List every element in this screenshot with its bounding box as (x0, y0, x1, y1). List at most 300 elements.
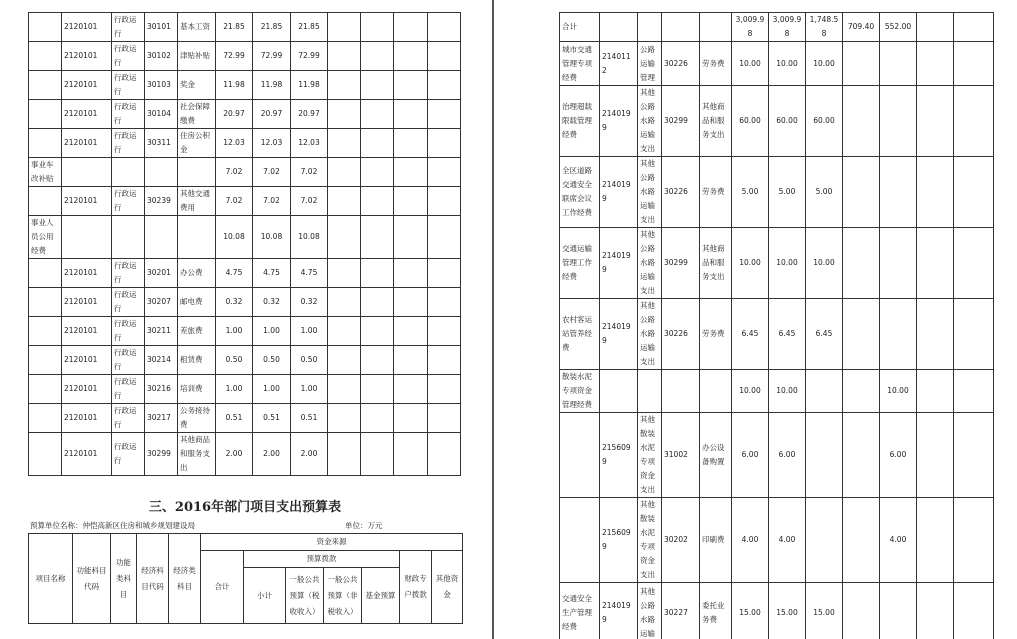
hdr-func-code: 功能科目代码 (73, 534, 111, 624)
table-cell (917, 157, 954, 228)
table-row (29, 433, 461, 476)
table-cell (954, 413, 994, 498)
table-cell: 劳务费 (700, 42, 732, 86)
table-cell: 30299 (662, 86, 700, 157)
table-cell: 4.75 (216, 259, 253, 288)
table-cell: 2140199 (600, 157, 638, 228)
table-cell (29, 375, 62, 404)
table-cell: 公路运输管理 (638, 42, 662, 86)
table-cell: 行政运行 (112, 13, 145, 42)
table-cell (428, 187, 461, 216)
table-cell: 552.00 (880, 13, 917, 42)
table-cell: 其他散装水泥专项资金支出 (638, 413, 662, 498)
table-cell: 2120101 (62, 404, 112, 433)
table-cell: 1.00 (216, 375, 253, 404)
table-row (29, 288, 461, 317)
table-cell: 31002 (662, 413, 700, 498)
table-cell (328, 404, 361, 433)
table-cell (700, 370, 732, 413)
table-cell (394, 404, 428, 433)
table-cell (428, 13, 461, 42)
table-cell (361, 42, 394, 71)
table-cell: 1.00 (291, 317, 328, 346)
table-row (560, 299, 994, 370)
table-cell: 农村客运站管养经费 (560, 299, 600, 370)
table-cell (560, 498, 600, 583)
table-cell (328, 259, 361, 288)
table-cell (29, 288, 62, 317)
table-cell: 1.00 (291, 375, 328, 404)
table-cell (880, 157, 917, 228)
table-cell (394, 187, 428, 216)
table-cell: 2120101 (62, 100, 112, 129)
table-cell (428, 404, 461, 433)
table-cell (394, 259, 428, 288)
table-cell: 劳务费 (700, 157, 732, 228)
table-cell (954, 157, 994, 228)
table-cell (843, 413, 880, 498)
table-cell: 2156099 (600, 498, 638, 583)
table-row (29, 346, 461, 375)
table-cell: 0.51 (291, 404, 328, 433)
table-cell: 2140199 (600, 86, 638, 157)
table-cell (361, 404, 394, 433)
table-cell (29, 259, 62, 288)
table-cell (843, 498, 880, 583)
table-cell: 30101 (145, 13, 178, 42)
table-cell: 60.00 (806, 86, 843, 157)
table-cell (662, 370, 700, 413)
table-cell (843, 86, 880, 157)
table-cell: 30201 (145, 259, 178, 288)
table-cell (917, 583, 954, 639)
table-cell: 邮电费 (178, 288, 216, 317)
table-cell (394, 346, 428, 375)
table-cell: 72.99 (253, 42, 291, 71)
table-row (560, 42, 994, 86)
hdr-fiscal-special: 财政专户拨款 (400, 551, 432, 624)
table-cell (328, 13, 361, 42)
table-cell: 住房公积金 (178, 129, 216, 158)
table-cell: 印刷费 (700, 498, 732, 583)
table-cell (806, 370, 843, 413)
table-cell (428, 288, 461, 317)
table-cell: 10.00 (769, 42, 806, 86)
table-cell (806, 413, 843, 498)
table-cell: 行政运行 (112, 259, 145, 288)
table-row (29, 42, 461, 71)
table-cell: 11.98 (291, 71, 328, 100)
table-cell: 散装水泥专项资金管理经费 (560, 370, 600, 413)
table-cell: 12.03 (291, 129, 328, 158)
table-cell: 7.02 (216, 187, 253, 216)
table-cell (328, 216, 361, 259)
table-cell: 30226 (662, 42, 700, 86)
table-cell (954, 583, 994, 639)
table-cell: 1.00 (253, 375, 291, 404)
table-cell (700, 13, 732, 42)
table-cell (328, 433, 361, 476)
table-cell (29, 317, 62, 346)
table-cell: 30227 (662, 583, 700, 639)
table-cell (954, 299, 994, 370)
table-cell: 行政运行 (112, 375, 145, 404)
table-cell: 基本工资 (178, 13, 216, 42)
table-cell: 2120101 (62, 288, 112, 317)
table-cell: 行政运行 (112, 42, 145, 71)
table-cell (428, 71, 461, 100)
table-cell (917, 86, 954, 157)
table-cell (178, 158, 216, 187)
table-cell: 全区道路交通安全联席会议工作经费 (560, 157, 600, 228)
table-cell (880, 299, 917, 370)
table-cell: 交通安全生产管理经费 (560, 583, 600, 639)
budget-unit-line (30, 520, 430, 531)
table-cell (361, 259, 394, 288)
table-cell: 4.00 (769, 498, 806, 583)
table-cell (361, 71, 394, 100)
table-cell: 7.02 (216, 158, 253, 187)
table-cell (917, 370, 954, 413)
table-cell (178, 216, 216, 259)
table-cell (428, 100, 461, 129)
table-cell: 2120101 (62, 42, 112, 71)
table-cell (428, 375, 461, 404)
hdr-other-funds: 其他资金 (432, 551, 463, 624)
table-cell: 30299 (662, 228, 700, 299)
table-cell: 委托业务费 (700, 583, 732, 639)
table-cell (394, 433, 428, 476)
table-cell: 2140199 (600, 583, 638, 639)
table-cell (361, 158, 394, 187)
table-cell (145, 216, 178, 259)
table-cell: 30226 (662, 157, 700, 228)
table-cell (394, 100, 428, 129)
table-cell: 其他商品和服务支出 (700, 86, 732, 157)
table-cell (328, 42, 361, 71)
table-cell: 11.98 (253, 71, 291, 100)
project-expense-table (559, 12, 994, 639)
table-cell (954, 42, 994, 86)
hdr-func-name: 功能类科目 (111, 534, 137, 624)
table-cell (638, 13, 662, 42)
table-cell: 2120101 (62, 433, 112, 476)
table-cell: 2120101 (62, 13, 112, 42)
table-cell: 7.02 (291, 187, 328, 216)
table-cell: 3,009.98 (732, 13, 769, 42)
hdr-budget-alloc: 预算拨款 (244, 551, 400, 568)
table-cell (361, 129, 394, 158)
table-row (560, 228, 994, 299)
table-cell: 行政运行 (112, 288, 145, 317)
table-cell (29, 404, 62, 433)
table-cell: 30214 (145, 346, 178, 375)
table-cell (62, 158, 112, 187)
table-row (29, 375, 461, 404)
table-cell (328, 346, 361, 375)
table-cell (843, 370, 880, 413)
table-cell: 2120101 (62, 259, 112, 288)
table-cell (662, 13, 700, 42)
table-cell (917, 413, 954, 498)
table-cell: 行政运行 (112, 346, 145, 375)
table-cell (394, 13, 428, 42)
table-cell: 4.00 (880, 498, 917, 583)
table-cell: 10.00 (732, 228, 769, 299)
table-cell: 租赁费 (178, 346, 216, 375)
table-cell: 30102 (145, 42, 178, 71)
table-cell (428, 259, 461, 288)
table-cell (843, 228, 880, 299)
table-cell: 1.00 (253, 317, 291, 346)
section-title: 三、2016年部门项目支出预算表 (148, 500, 342, 515)
table-row (560, 413, 994, 498)
table-cell (394, 71, 428, 100)
right-page (497, 0, 1017, 639)
table-cell (428, 317, 461, 346)
table-cell: 2120101 (62, 129, 112, 158)
table-cell: 行政运行 (112, 317, 145, 346)
table-cell (806, 498, 843, 583)
table-cell (29, 71, 62, 100)
table-row (560, 498, 994, 583)
table-row (29, 216, 461, 259)
table-cell: 30216 (145, 375, 178, 404)
table-cell (29, 100, 62, 129)
table-cell: 事业车改补贴 (29, 158, 62, 187)
table-cell (361, 216, 394, 259)
table-cell: 6.00 (769, 413, 806, 498)
table-cell (328, 129, 361, 158)
hdr-subtotal: 小计 (244, 568, 286, 624)
table-cell (428, 158, 461, 187)
hdr-total: 合计 (201, 551, 244, 624)
table-cell (954, 86, 994, 157)
table-cell: 0.32 (216, 288, 253, 317)
table-row (29, 404, 461, 433)
table-cell: 10.00 (880, 370, 917, 413)
table-cell: 2140199 (600, 299, 638, 370)
table-cell: 行政运行 (112, 404, 145, 433)
table-cell: 5.00 (769, 157, 806, 228)
table-cell: 奖金 (178, 71, 216, 100)
table-cell: 6.45 (732, 299, 769, 370)
table-cell (29, 129, 62, 158)
table-row (29, 71, 461, 100)
table-cell (394, 317, 428, 346)
table-cell: 培训费 (178, 375, 216, 404)
table-cell: 60.00 (769, 86, 806, 157)
table-cell: 12.03 (253, 129, 291, 158)
table-cell: 4.75 (291, 259, 328, 288)
table-cell (328, 71, 361, 100)
table-cell: 交通运输管理工作经费 (560, 228, 600, 299)
table-cell: 办公设备购置 (700, 413, 732, 498)
table-cell (600, 370, 638, 413)
table-cell: 10.00 (769, 228, 806, 299)
table-cell (394, 216, 428, 259)
table-cell: 事业人员公用经费 (29, 216, 62, 259)
table-cell: 2.00 (253, 433, 291, 476)
table-cell (361, 100, 394, 129)
table-cell (394, 42, 428, 71)
table-cell: 劳务费 (700, 299, 732, 370)
table-cell (361, 187, 394, 216)
table-cell: 2120101 (62, 346, 112, 375)
table-cell (328, 158, 361, 187)
table-cell (917, 42, 954, 86)
table-cell: 其他商品和服务支出 (178, 433, 216, 476)
table-cell (361, 375, 394, 404)
table-row (560, 157, 994, 228)
table-cell: 10.00 (806, 42, 843, 86)
table-cell (560, 413, 600, 498)
hdr-fund-budget: 基金预算 (362, 568, 400, 624)
table-cell (954, 13, 994, 42)
table-cell (328, 317, 361, 346)
table-cell: 11.98 (216, 71, 253, 100)
table-cell: 30239 (145, 187, 178, 216)
table-row (29, 317, 461, 346)
table-cell: 5.00 (806, 157, 843, 228)
table-cell: 社会保障缴费 (178, 100, 216, 129)
table-cell: 21.85 (253, 13, 291, 42)
table-cell: 合计 (560, 13, 600, 42)
table-cell: 30311 (145, 129, 178, 158)
table-row (29, 158, 461, 187)
table-cell: 30299 (145, 433, 178, 476)
table-cell (394, 158, 428, 187)
table-row (560, 370, 994, 413)
table-cell (843, 157, 880, 228)
table-cell (954, 370, 994, 413)
project-expense-header-table (28, 533, 463, 624)
table-cell (638, 370, 662, 413)
table-cell: 1,748.58 (806, 13, 843, 42)
table-cell: 3,009.98 (769, 13, 806, 42)
table-row (29, 187, 461, 216)
table-cell: 其他散装水泥专项资金支出 (638, 498, 662, 583)
table-row (29, 129, 461, 158)
table-cell: 其他公路水路运输支出 (638, 299, 662, 370)
table-row (560, 583, 994, 639)
table-cell (880, 42, 917, 86)
table-cell (843, 583, 880, 639)
hdr-econ-code: 经济科目代码 (137, 534, 169, 624)
table-cell: 72.99 (291, 42, 328, 71)
table-cell: 6.45 (806, 299, 843, 370)
table-cell (843, 42, 880, 86)
table-cell (880, 583, 917, 639)
table-cell: 津贴补贴 (178, 42, 216, 71)
table-cell: 30217 (145, 404, 178, 433)
table-cell (361, 13, 394, 42)
table-cell: 2120101 (62, 187, 112, 216)
table-cell (428, 216, 461, 259)
staff-expense-table (28, 12, 461, 476)
unit-label: 单位：万元 (345, 521, 383, 530)
table-cell (394, 288, 428, 317)
table-cell (145, 158, 178, 187)
table-cell: 2120101 (62, 71, 112, 100)
table-cell: 公务接待费 (178, 404, 216, 433)
table-cell (112, 158, 145, 187)
table-cell: 15.00 (806, 583, 843, 639)
table-cell: 7.02 (253, 187, 291, 216)
table-cell: 4.00 (732, 498, 769, 583)
table-cell: 5.00 (732, 157, 769, 228)
table-cell: 72.99 (216, 42, 253, 71)
table-cell: 20.97 (253, 100, 291, 129)
table-cell (880, 228, 917, 299)
table-cell (328, 187, 361, 216)
table-cell (428, 129, 461, 158)
table-cell: 2140112 (600, 42, 638, 86)
table-cell: 7.02 (253, 158, 291, 187)
table-cell: 10.00 (732, 370, 769, 413)
table-cell: 20.97 (291, 100, 328, 129)
table-cell: 7.02 (291, 158, 328, 187)
table-cell: 60.00 (732, 86, 769, 157)
table-cell: 10.08 (253, 216, 291, 259)
table-cell: 30103 (145, 71, 178, 100)
table-cell: 6.00 (880, 413, 917, 498)
table-cell: 行政运行 (112, 129, 145, 158)
table-cell (361, 288, 394, 317)
table-cell (328, 375, 361, 404)
table-cell: 10.08 (291, 216, 328, 259)
table-cell: 行政运行 (112, 71, 145, 100)
table-cell (328, 288, 361, 317)
table-row (29, 13, 461, 42)
table-cell (428, 346, 461, 375)
table-cell: 21.85 (291, 13, 328, 42)
table-cell: 2140199 (600, 228, 638, 299)
table-cell (361, 433, 394, 476)
table-cell: 15.00 (732, 583, 769, 639)
table-cell (29, 42, 62, 71)
table-cell: 行政运行 (112, 433, 145, 476)
left-page (0, 0, 490, 639)
table-cell (917, 299, 954, 370)
table-cell (954, 498, 994, 583)
table-cell: 6.45 (769, 299, 806, 370)
table-cell: 12.03 (216, 129, 253, 158)
table-cell (328, 100, 361, 129)
hdr-econ-name: 经济类科目 (169, 534, 201, 624)
table-cell: 30207 (145, 288, 178, 317)
table-cell: 10.00 (732, 42, 769, 86)
table-cell: 2.00 (291, 433, 328, 476)
table-cell: 10.00 (769, 370, 806, 413)
table-cell (917, 228, 954, 299)
hdr-general-public-tax: 一般公共预算（税收收入） (286, 568, 324, 624)
table-cell (843, 299, 880, 370)
table-cell: 其他交通费用 (178, 187, 216, 216)
table-cell (394, 129, 428, 158)
budget-unit-name: 预算单位名称：仲恺高新区住房和城乡规划建设局 (30, 521, 195, 530)
table-cell: 30226 (662, 299, 700, 370)
table-cell: 0.51 (253, 404, 291, 433)
table-cell (394, 375, 428, 404)
table-cell (29, 346, 62, 375)
table-cell: 差旅费 (178, 317, 216, 346)
table-cell: 其他商品和服务支出 (700, 228, 732, 299)
table-cell: 其他公路水路运输 (638, 583, 662, 639)
table-cell: 2120101 (62, 375, 112, 404)
table-cell: 30211 (145, 317, 178, 346)
table-row (560, 13, 994, 42)
